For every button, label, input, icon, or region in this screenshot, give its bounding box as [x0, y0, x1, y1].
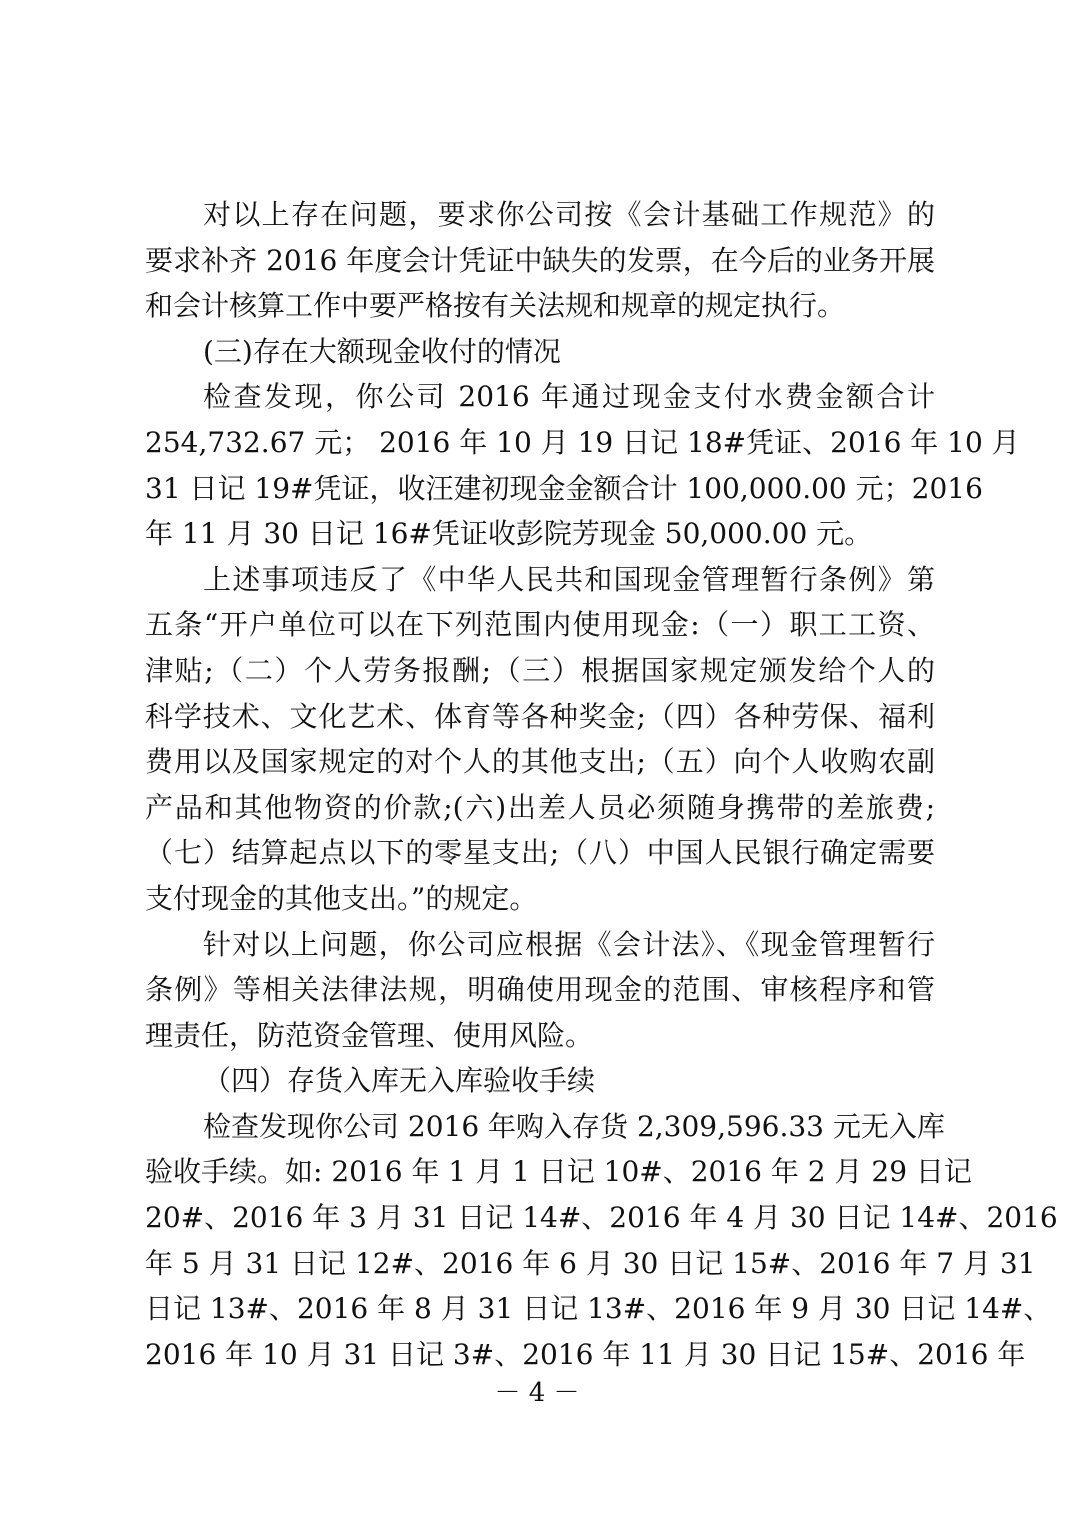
section-heading: （四）存货入库无入库验收手续 [203, 1064, 596, 1098]
section-heading: (三)存在大额现金收付的情况 [203, 334, 561, 368]
text-line: 要求补齐 2016 年度会计凭证中缺失的发票，在今后的业务开展 [145, 243, 935, 277]
text-line: （七）结算起点以下的零星支出;（八）中国人民银行确定需要 [145, 836, 935, 870]
text-line: 对以上存在问题，要求你公司按《会计基础工作规范》的 [203, 198, 935, 231]
text-line: 上述事项违反了《中华人民共和国现金管理暂行条例》第 [203, 562, 935, 596]
document-body [145, 192, 1058, 1377]
text-line: 检查发现，你公司 2016 年通过现金支付水费金额合计 [203, 380, 935, 414]
text-line: 和会计核算工作中要严格按有关法规和规章的规定执行。 [145, 289, 846, 323]
text-line: 年 5 月 31 日记 12#、2016 年 6 月 30 日记 15#、2016 年 7 月 31 [145, 1246, 1036, 1280]
text-line: 津贴;（二）个人劳务报酬;（三）根据国家规定颁发给个人的 [145, 653, 935, 687]
text-line: 20#、2016 年 3 月 31 日记 14#、2016 年 4 月 30 日记 14#、2016 [145, 1201, 1058, 1235]
text-line: 验收手续。如: 2016 年 1 月 1 日记 10#、2016 年 2 月 29 日记 [145, 1155, 972, 1189]
text-line: 科学技术、文化艺术、体育等各种奖金;（四）各种劳保、福利 [145, 699, 935, 733]
text-line: 2016 年 10 月 31 日记 3#、2016 年 11 月 30 日记 15#、2016 年 [145, 1337, 1026, 1371]
text-line: 支付现金的其他支出。”的规定。 [145, 881, 538, 915]
text-line: 检查发现你公司 2016 年购入存货 2,309,596.33 元无入库 [203, 1109, 945, 1143]
page-number: － 4 － [494, 1378, 580, 1408]
text-line: 针对以上问题，你公司应根据《会计法》、《现金管理暂行 [203, 927, 935, 961]
text-line: 理责任，防范资金管理、使用风险。 [145, 1018, 594, 1052]
text-line: 日记 13#、2016 年 8 月 31 日记 13#、2016 年 9 月 30 日记 14#、 [145, 1292, 1052, 1326]
text-line: 31 日记 19#凭证，收汪建初现金金额合计 100,000.00 元；2016 [145, 471, 983, 505]
text-line: 254,732.67 元； 2016 年 10 月 19 日记 18#凭证、2016 年 10 月 [145, 425, 1020, 459]
text-line: 产品和其他物资的价款;(六)出差人员必须随身携带的差旅费; [145, 790, 935, 824]
text-line: 五条“开户单位可以在下列范围内使用现金:（一）职工工资、 [145, 608, 935, 642]
text-line: 条例》等相关法律法规，明确使用现金的范围、审核程序和管 [145, 973, 935, 1007]
text-line: 年 11 月 30 日记 16#凭证收彭院芳现金 50,000.00 元。 [145, 517, 873, 551]
text-line: 费用以及国家规定的对个人的其他支出;（五）向个人收购农副 [145, 745, 935, 779]
